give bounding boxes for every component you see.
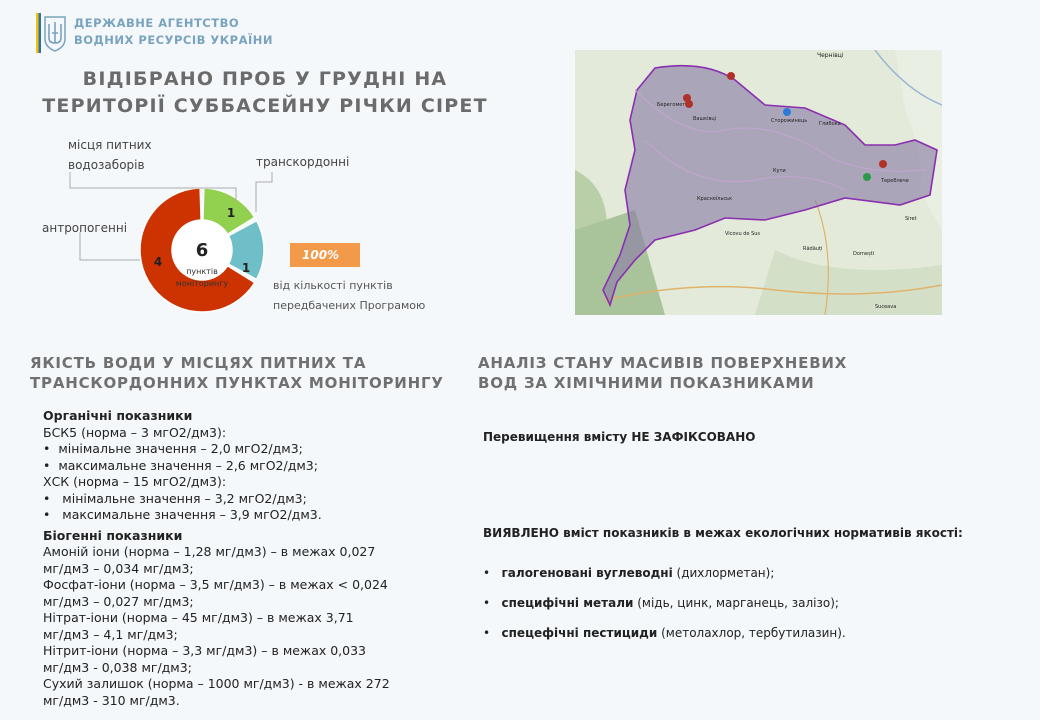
right-heading-line-2: ВОД ЗА ХІМІЧНИМИ ПОКАЗНИКАМИ [478,374,815,392]
hsk-min: мінімальне значення – 3,2 мгО2/дм3; [62,490,307,506]
map-marker-green-icon [863,173,871,181]
label-drinking-line-1: місця питних [68,138,152,152]
agency-line-1: ДЕРЖАВНЕ АГЕНТСТВО [74,16,240,30]
hsk-norm: ХСК (норма – 15 мгО2/дм3): [43,474,227,489]
ammonium-line-1: Амоній іони (норма – 1,28 мг/дм3) – в межах 0,027 [43,544,376,559]
center-label-2: моніторингу [175,279,229,288]
map-label-dorneshti: Dornești [853,251,875,257]
exceed-statement [483,430,755,444]
map-label-terebleche: Тереблече [881,178,909,184]
found-list [483,558,846,648]
slice-value-transboundary: 1 [241,261,251,275]
biogenic-heading: Біогенні показники [43,527,183,543]
map-label-radauti: Rădăuți [803,246,823,252]
item1-rest: (дихлорметан); [672,566,775,580]
exceed-text: Перевищення вмісту НЕ ЗАФІКСОВАНО [483,430,756,444]
map-marker-blue-icon [783,108,791,116]
agency-line-2: ВОДНИХ РЕСУРСІВ УКРАЇНИ [74,33,274,47]
map-label-berehomet: Берегомет [657,102,686,108]
list-item: • галогеновані вуглеводні (дихлорметан); [483,566,775,580]
slice-value-anthropogenic: 4 [153,255,163,269]
slice-value-drinking: 1 [226,206,236,220]
phosphate-line-1: Фосфат-іони (норма – 3,5 мг/дм3) – в межах < 0,024 [43,577,388,592]
left-heading-line-1: ЯКІСТЬ ВОДИ У МІСЦЯХ ПИТНИХ ТА [30,354,367,372]
water-quality-text: Органічні показники БСК5 (норма – 3 мгО2/дм3): • мінімальне значення – 2,0 мгО2/дм3; • максимальне значення – 2,6 мгО2/дм3; ХСК (норма – 15 мгО2/дм3): • мінімальне значення – 3,2 мгО2/дм3; • максимальне значення – 3,9 мгО2/дм3. Біогенні показники Амоній іони (норма – 1,28 мг/дм3) – в межах 0,027 мг/дм3 – 0,034 мг/дм3; Фосфат-іони (норма – 3,5 мг/дм3) – в межах < 0,024 мг/дм3 – 0,027 мг/дм3; Нітрат-іони (норма – 45 мг/дм3) – в межах 3,71 мг/дм3 – 4,1 мг/дм3; Нітрит-іони (норма – 3,3 мг/дм3) – в межах 0,033 мг/дм3 - 0,038 мг/дм3; Сухий залишок (норма – 1000 мг/дм3) - в межах 272 мг/дм3 - 310 мг/дм3. [43,408,443,709]
right-section-heading [478,353,847,393]
label-transboundary: транскордонні [256,155,350,169]
basin-map[interactable] [575,50,942,315]
map-label-hlyboka: Глибока [819,121,841,127]
nitrite-line-1: Нітрит-іони (норма – 3,3 мг/дм3) – в межах 0,033 [43,643,367,658]
map-label-kuty: Кути [773,168,786,174]
hsk-max: максимальне значення – 3,9 мгО2/дм3. [62,507,322,522]
map-label-suceava: Suceava [875,304,897,310]
percent-note-line-1: від кількості пунктів [273,279,393,292]
agency-name [74,15,273,49]
label-drinking-line-2: водозаборів [68,158,145,172]
percent-note [273,276,425,316]
bsk-norm: БСК5 (норма – 3 мгО2/дм3): [43,424,227,440]
map-label-storozhynets: Сторожинець [771,118,808,124]
item1-bold: галогеновані вуглеводні [501,566,673,580]
residue-line-2: мг/дм3 - 310 мг/дм3. [43,692,180,708]
bsk-max: максимальне значення – 2,6 мгО2/дм3; [58,457,318,473]
list-item: • специфічні метали (мідь, цинк, марганець, залізо); [483,596,839,610]
item2-bold: специфічні метали [501,596,634,610]
map-label-krasnoilsk: Красноїльськ [697,196,733,202]
left-heading-line-2: ТРАНСКОРДОННИХ ПУНКТАХ МОНІТОРИНГУ [30,374,444,392]
center-value: 6 [195,240,209,261]
nitrate-line-1: Нітрат-іони (норма – 45 мг/дм3) – в межах 3,71 [43,610,354,625]
right-heading-line-1: АНАЛІЗ СТАНУ МАСИВІВ ПОВЕРХНЕВИХ [478,354,848,372]
map-label-chernivtsi: Чернівці [817,52,844,59]
map-graphic [575,50,942,315]
left-section-heading [30,353,444,393]
residue-line-1: Сухий залишок (норма – 1000 мг/дм3) - в межах 272 [43,676,390,691]
map-label-vicovu: Vicovu de Sus [725,231,761,237]
percent-note-line-2: передбачених Програмою [273,299,426,312]
trident-emblem-icon [36,13,68,53]
nitrate-line-2: мг/дм3 – 4,1 мг/дм3; [43,626,178,642]
title-line-2: ТЕРИТОРІЇ СУББАСЕЙНУ РІЧКИ СІРЕТ [42,95,488,117]
center-label-1: пунктів [186,267,218,276]
percent-badge: 100% [290,243,360,267]
label-anthropogenic: антропогенні [42,221,128,235]
found-statement [483,526,963,540]
organic-heading: Органічні показники [43,408,193,423]
map-label-vashkivtsi: Вашківці [693,116,717,122]
found-text: ВИЯВЛЕНО вміст показників в межах екологічних нормативів якості: [483,526,963,540]
bsk-min: мінімальне значення – 2,0 мгО2/дм3; [58,441,303,456]
list-item: • спецефічні пестициди (метолахлор, тербутилазин). [483,626,846,640]
ammonium-line-2: мг/дм3 – 0,034 мг/дм3; [43,560,194,576]
title-line-1: ВІДІБРАНО ПРОБ У ГРУДНІ НА [82,68,448,90]
nitrite-line-2: мг/дм3 - 0,038 мг/дм3; [43,659,192,675]
item3-rest: (метолахлор, тербутилазин). [657,626,846,640]
map-label-siret: Siret [905,216,917,222]
page-title [20,66,510,120]
label-drinking [68,135,152,175]
item2-rest: (мідь, цинк, марганець, залізо); [633,596,839,610]
item3-bold: спецефічні пестициди [501,626,658,640]
phosphate-line-2: мг/дм3 – 0,027 мг/дм3; [43,593,194,609]
